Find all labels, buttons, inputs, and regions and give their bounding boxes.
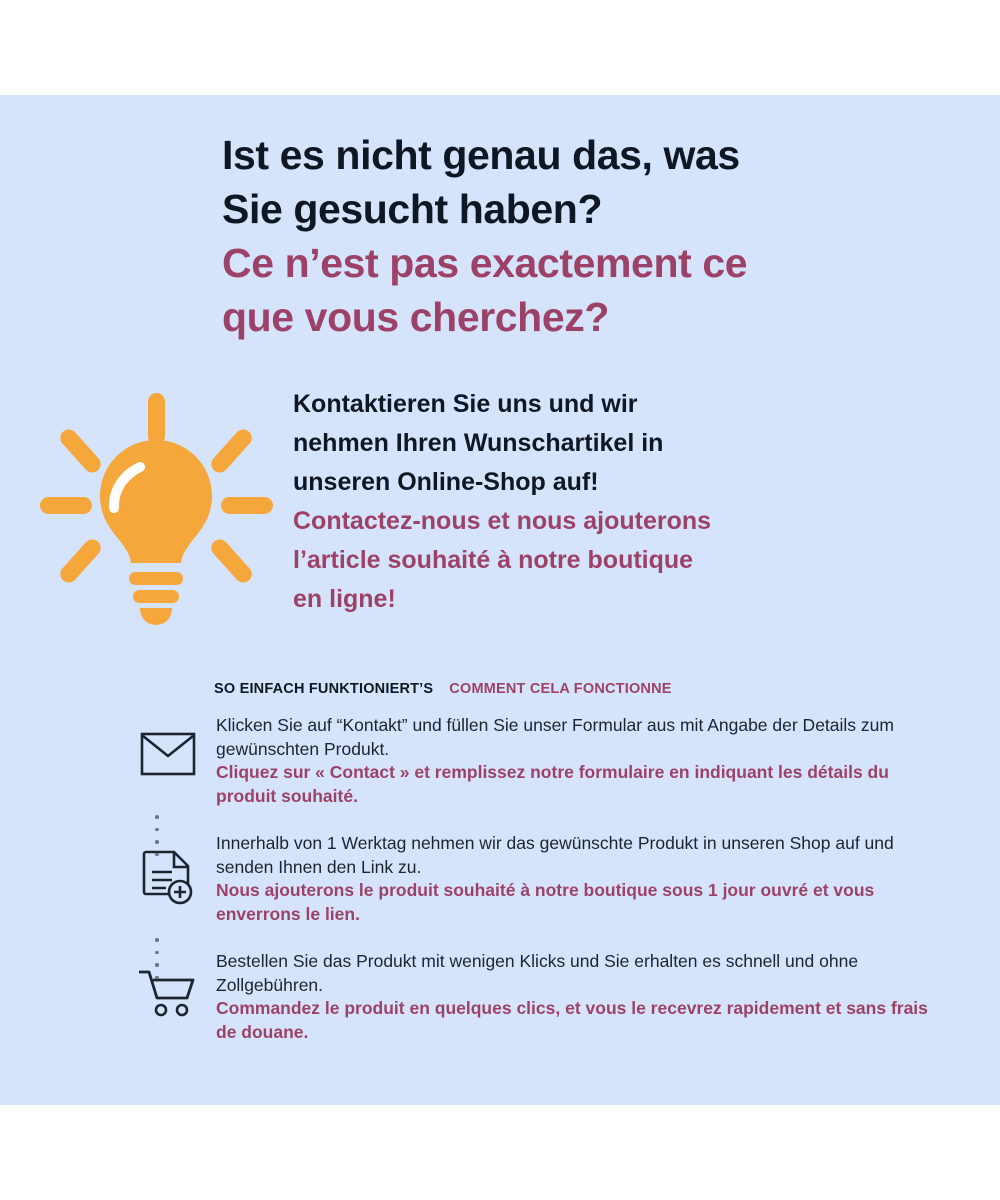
how-it-works-title bbox=[214, 681, 672, 697]
step-text bbox=[216, 710, 950, 809]
subheadline-fr-line3: en ligne! bbox=[293, 585, 396, 613]
dot bbox=[155, 828, 159, 832]
headline-fr-line2: que vous cherchez? bbox=[222, 294, 609, 341]
step-text-de: Klicken Sie auf “Kontakt” und füllen Sie unser Formular aus mit Angabe der Details zum gewünschten Produkt. bbox=[216, 715, 894, 759]
step-text-fr: Nous ajouterons le produit souhaité à notre boutique sous 1 jour ouvré et vous enverrons le lien. bbox=[216, 880, 875, 924]
step-text bbox=[216, 828, 950, 927]
dot bbox=[155, 938, 159, 942]
step-text-de: Innerhalb von 1 Werktag nehmen wir das gewünschte Produkt in unseren Shop auf und senden Ihnen den Link zu. bbox=[216, 833, 894, 877]
how-it-works-steps bbox=[120, 710, 950, 1064]
subheadline-fr-line2: l’article souhaité à notre boutique bbox=[293, 546, 694, 574]
lightbulb-illustration bbox=[36, 385, 276, 630]
step-item bbox=[120, 946, 950, 1064]
step-text bbox=[216, 946, 950, 1045]
headline-fr-line1: Ce n’est pas exactement ce bbox=[222, 240, 748, 287]
dot bbox=[155, 976, 159, 980]
step-item bbox=[120, 828, 950, 946]
headline-de-line1: Ist es nicht genau das, was bbox=[222, 132, 740, 178]
headline-de-line2: Sie gesucht haben? bbox=[222, 186, 603, 233]
step-icon-cart bbox=[120, 946, 216, 1018]
lightbulb-icon bbox=[36, 385, 276, 630]
subheadline-de-line1: Kontaktieren Sie uns und wir bbox=[293, 390, 638, 418]
dot bbox=[155, 951, 159, 955]
step-icon-document bbox=[120, 828, 216, 906]
subheadline-de-line3: unseren Online-Shop auf! bbox=[293, 468, 599, 496]
how-it-works-title-de: SO EINFACH FUNKTIONIERT’S bbox=[214, 681, 434, 697]
how-it-works-title-fr: COMMENT CELA FONCTIONNE bbox=[449, 681, 672, 697]
headline-block bbox=[222, 128, 952, 344]
subheadline-fr-line1: Contactez-nous et nous ajouterons bbox=[293, 507, 712, 535]
document-add-icon bbox=[142, 850, 194, 906]
shopping-cart-icon bbox=[137, 968, 199, 1018]
dot bbox=[155, 815, 159, 819]
step-icon-envelope bbox=[120, 710, 216, 776]
dot bbox=[155, 853, 159, 857]
subheadline-de-line2: nehmen Ihren Wunschartikel in bbox=[293, 429, 664, 457]
subheadline-block bbox=[293, 385, 893, 619]
dot bbox=[155, 963, 159, 967]
dot bbox=[155, 840, 159, 844]
envelope-icon bbox=[140, 732, 196, 776]
step-text-fr: Commandez le produit en quelques clics, et vous le recevrez rapidement et sans frais de douane. bbox=[216, 998, 928, 1042]
step-connector-dots bbox=[155, 938, 159, 979]
step-connector-dots bbox=[155, 815, 159, 856]
step-text-fr: Cliquez sur « Contact » et remplissez notre formulaire en indiquant les détails du produit souhaité. bbox=[216, 762, 889, 806]
step-item bbox=[120, 710, 950, 828]
step-text-de: Bestellen Sie das Produkt mit wenigen Klicks und Sie erhalten es schnell und ohne Zollgebühren. bbox=[216, 951, 859, 995]
